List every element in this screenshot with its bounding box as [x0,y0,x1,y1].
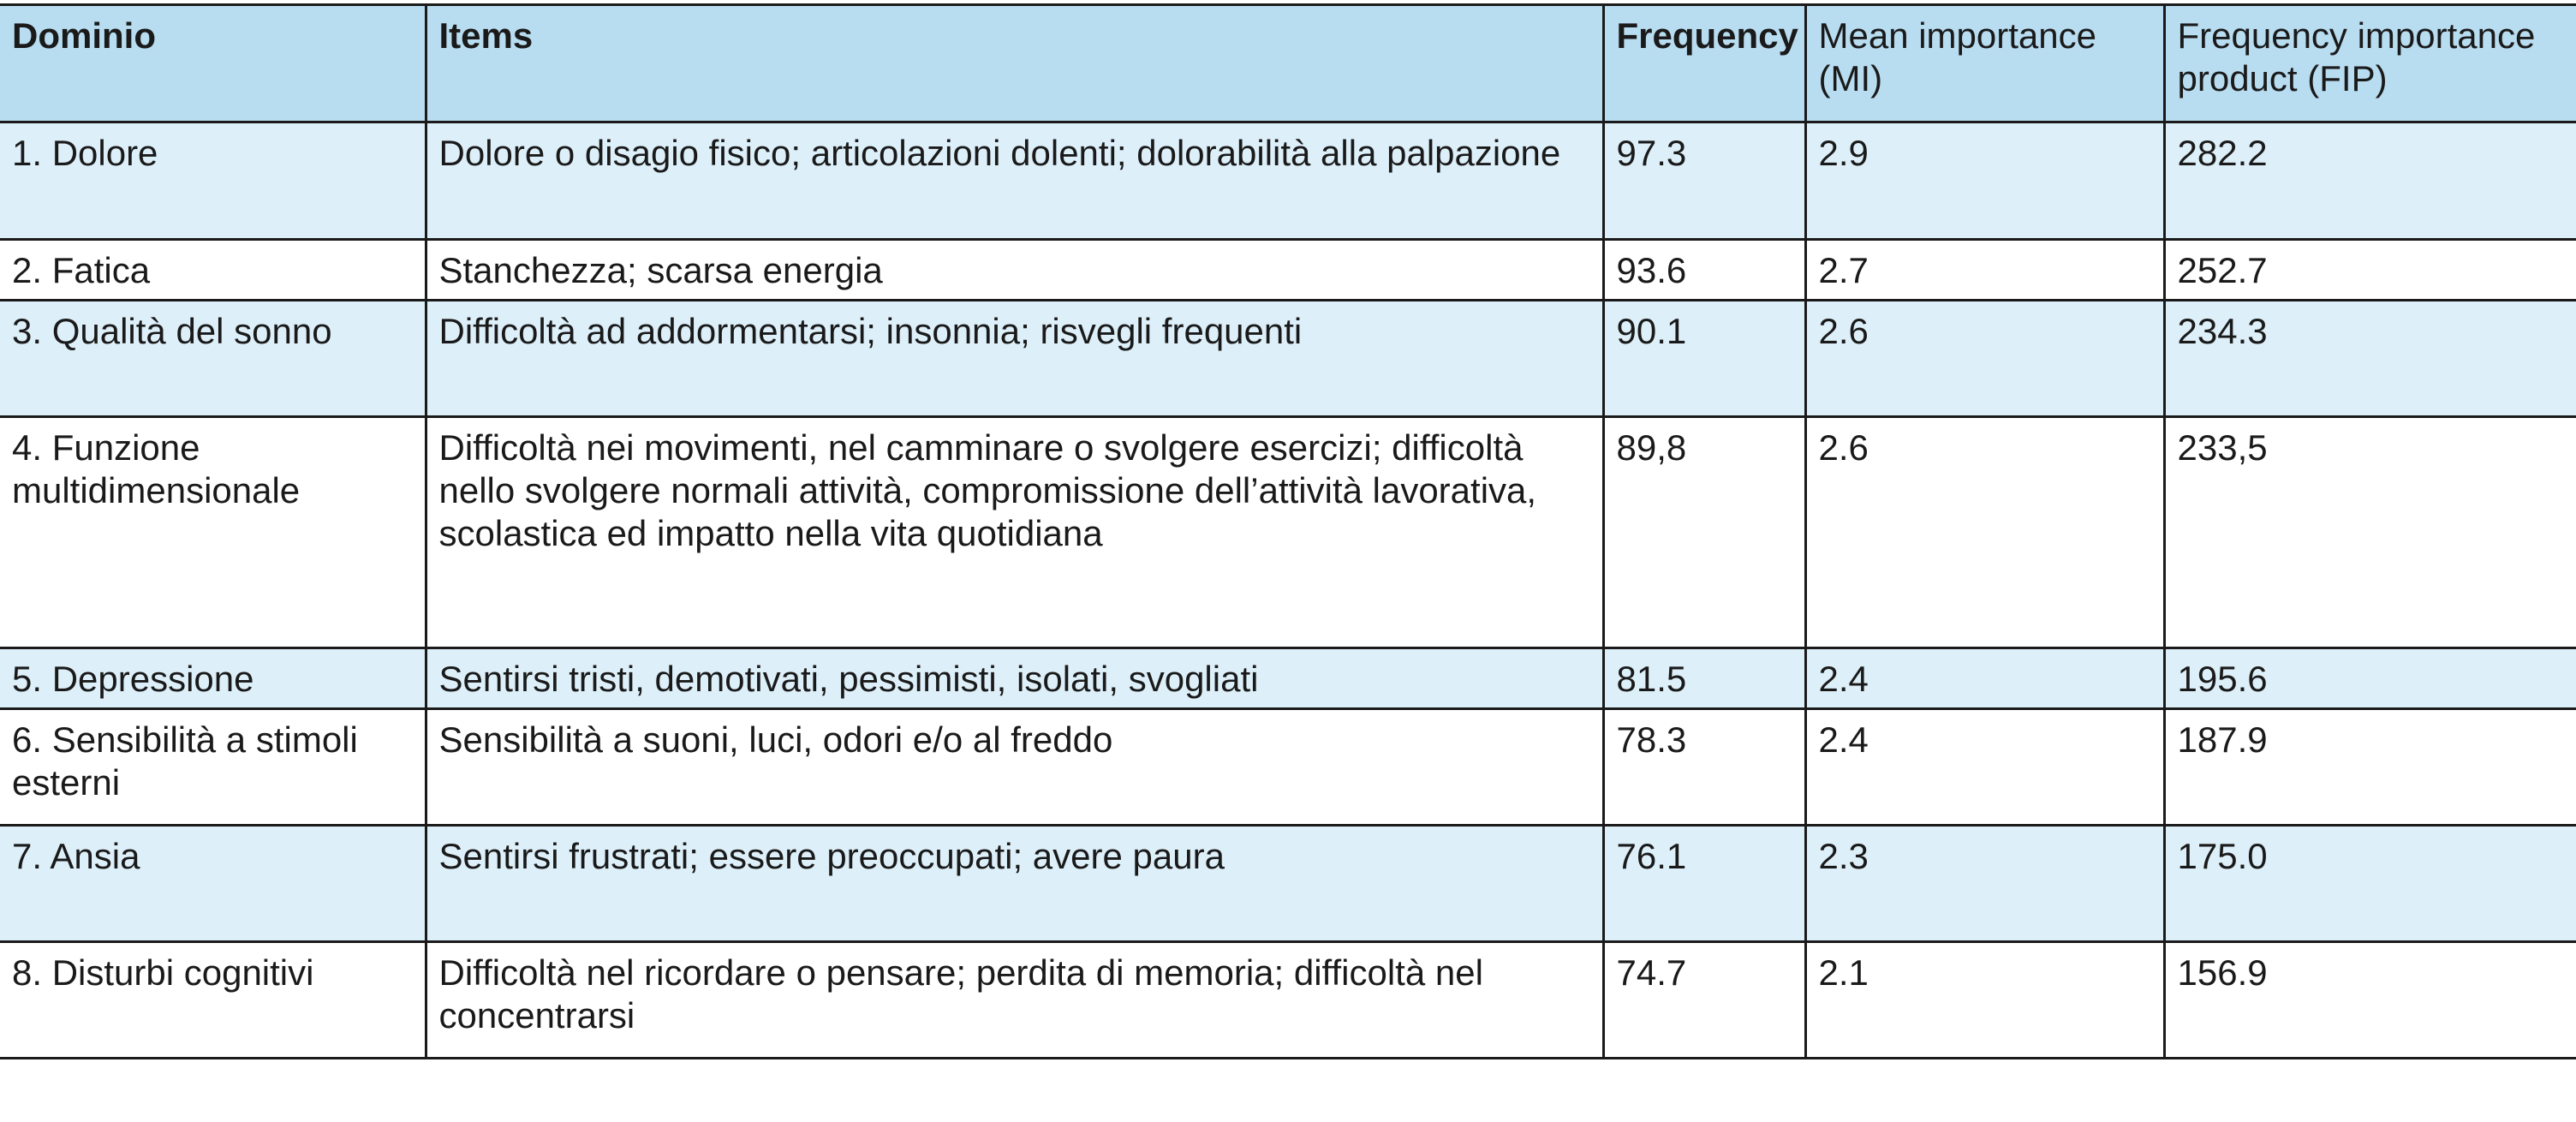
table-row [0,122,2576,240]
cell-items: Sentirsi frustrati; essere preoccupati; avere paura [426,826,1603,942]
cell-frequency: 93.6 [1603,240,1805,301]
cell-mean-importance: 2.1 [1805,942,2164,1059]
cell-mean-importance: 2.4 [1805,648,2164,709]
cell-items: Sentirsi tristi, demotivati, pessimisti, isolati, svogliati [426,648,1603,709]
cell-frequency: 74.7 [1603,942,1805,1059]
cell-frequency: 78.3 [1603,709,1805,826]
cell-items: Difficoltà nel ricordare o pensare; perdita di memoria; difficoltà nel concentrarsi [426,942,1603,1059]
cell-mean-importance: 2.9 [1805,122,2164,240]
cell-items: Difficoltà nei movimenti, nel camminare o svolgere esercizi; difficoltà nello svolgere normali attività, compromissione dell’attività lavorativa, scolastica ed impatto nella vita quotidiana [426,417,1603,648]
cell-frequency: 81.5 [1603,648,1805,709]
cell-mean-importance: 2.6 [1805,417,2164,648]
table-row [0,301,2576,417]
cell-fip: 233,5 [2164,417,2576,648]
table-header-row [0,5,2576,122]
header-mean-importance: Mean importance (MI) [1805,5,2164,122]
cell-frequency: 97.3 [1603,122,1805,240]
cell-dominio: 5. Depressione [0,648,426,709]
cell-fip: 195.6 [2164,648,2576,709]
table-row [0,709,2576,826]
header-dominio: Dominio [0,5,426,122]
cell-fip: 234.3 [2164,301,2576,417]
cell-frequency: 90.1 [1603,301,1805,417]
cell-frequency: 89,8 [1603,417,1805,648]
cell-items: Stanchezza; scarsa energia [426,240,1603,301]
table-row [0,648,2576,709]
cell-fip: 282.2 [2164,122,2576,240]
cell-frequency: 76.1 [1603,826,1805,942]
header-frequency: Frequency [1603,5,1805,122]
table-row [0,942,2576,1059]
cell-dominio: 4. Funzione multidimensionale [0,417,426,648]
cell-dominio: 3. Qualità del sonno [0,301,426,417]
cell-mean-importance: 2.3 [1805,826,2164,942]
table-row [0,826,2576,942]
cell-items: Sensibilità a suoni, luci, odori e/o al freddo [426,709,1603,826]
cell-dominio: 6. Sensibilità a stimoli esterni [0,709,426,826]
cell-dominio: 8. Disturbi cognitivi [0,942,426,1059]
cell-fip: 175.0 [2164,826,2576,942]
cell-dominio: 7. Ansia [0,826,426,942]
cell-mean-importance: 2.7 [1805,240,2164,301]
table-row [0,417,2576,648]
cell-dominio: 1. Dolore [0,122,426,240]
cell-fip: 156.9 [2164,942,2576,1059]
cell-items: Difficoltà ad addormentarsi; insonnia; risvegli frequenti [426,301,1603,417]
cell-mean-importance: 2.6 [1805,301,2164,417]
table-row [0,240,2576,301]
cell-dominio: 2. Fatica [0,240,426,301]
header-fip: Frequency importance product (FIP) [2164,5,2576,122]
domains-table [0,3,2576,1059]
cell-fip: 252.7 [2164,240,2576,301]
cell-fip: 187.9 [2164,709,2576,826]
cell-items: Dolore o disagio fisico; articolazioni dolenti; dolorabilità alla palpazione [426,122,1603,240]
header-items: Items [426,5,1603,122]
cell-mean-importance: 2.4 [1805,709,2164,826]
